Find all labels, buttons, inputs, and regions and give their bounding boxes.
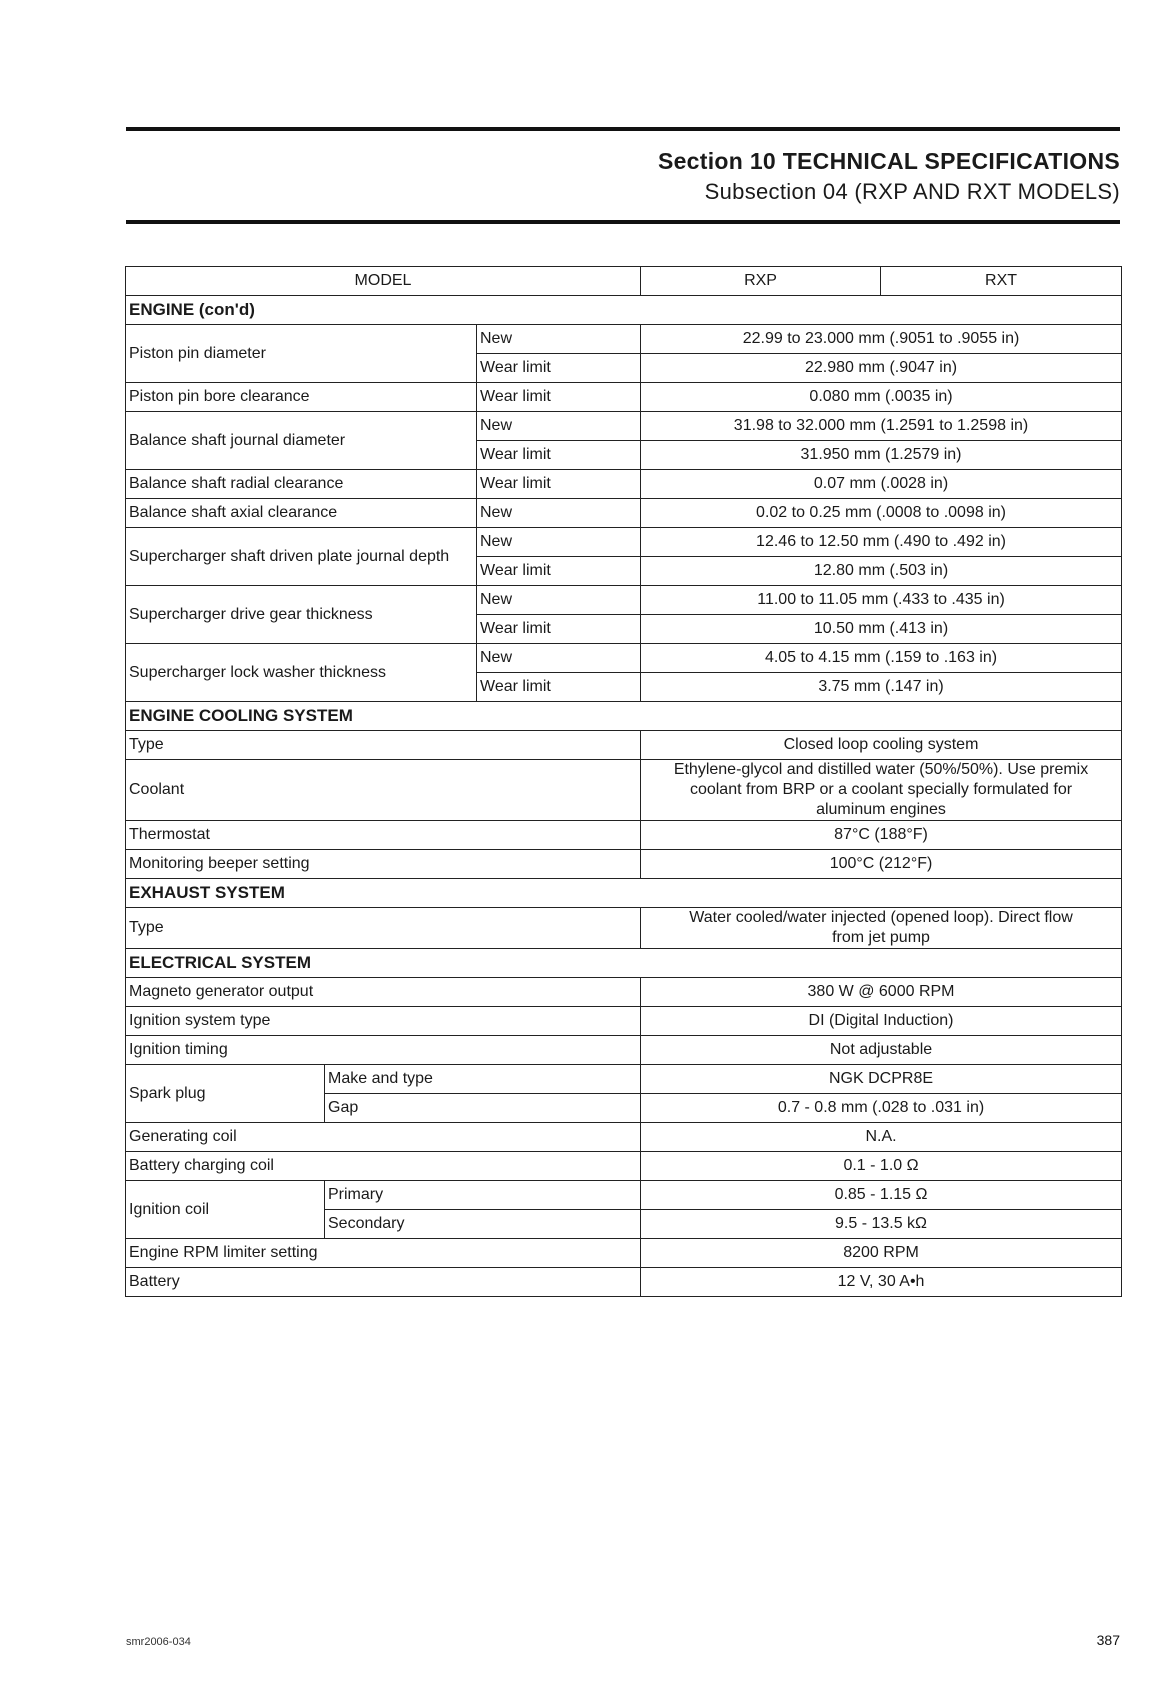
table-row <box>126 644 1122 673</box>
table-row <box>126 850 1122 879</box>
row-value: 100°C (212°F) <box>641 850 1122 879</box>
section-cooling: ENGINE COOLING SYSTEM <box>126 702 1122 731</box>
row-value: Water cooled/water injected (opened loop). Direct flow from jet pump <box>641 908 1122 949</box>
table-header-row <box>126 267 1122 296</box>
table-row <box>126 325 1122 354</box>
page-header <box>658 148 1120 205</box>
section-row-engine <box>126 296 1122 325</box>
row-value: 12 V, 30 A•h <box>641 1268 1122 1297</box>
row-sublabel: New <box>477 499 641 528</box>
row-label: Ignition timing <box>126 1036 641 1065</box>
table-row <box>126 499 1122 528</box>
table-row <box>126 1268 1122 1297</box>
row-value: 31.950 mm (1.2579 in) <box>641 441 1122 470</box>
subsection-title: Subsection 04 (RXP AND RXT MODELS) <box>704 179 1120 204</box>
model-header: MODEL <box>126 267 641 296</box>
row-label: Coolant <box>126 760 641 821</box>
row-value: 0.1 - 1.0 Ω <box>641 1152 1122 1181</box>
row-sublabel: Wear limit <box>477 557 641 586</box>
row-value: 9.5 - 13.5 kΩ <box>641 1210 1122 1239</box>
table-row <box>126 731 1122 760</box>
table-row <box>126 1123 1122 1152</box>
row-value: 11.00 to 11.05 mm (.433 to .435 in) <box>641 586 1122 615</box>
row-label: Thermostat <box>126 821 641 850</box>
row-sublabel: Wear limit <box>477 354 641 383</box>
row-value: Not adjustable <box>641 1036 1122 1065</box>
row-sublabel: New <box>477 528 641 557</box>
table-row <box>126 1152 1122 1181</box>
row-label: Piston pin bore clearance <box>126 383 477 412</box>
section-engine: ENGINE (con'd) <box>126 296 1122 325</box>
row-value: 4.05 to 4.15 mm (.159 to .163 in) <box>641 644 1122 673</box>
row-value: 0.07 mm (.0028 in) <box>641 470 1122 499</box>
table-row <box>126 760 1122 821</box>
row-label: Supercharger drive gear thickness <box>126 586 477 644</box>
row-label: Piston pin diameter <box>126 325 477 383</box>
row-sublabel: New <box>477 644 641 673</box>
row-label: Supercharger shaft driven plate journal depth <box>126 528 477 586</box>
table-row <box>126 978 1122 1007</box>
row-value: 0.02 to 0.25 mm (.0008 to .0098 in) <box>641 499 1122 528</box>
table-row <box>126 1065 1122 1094</box>
table-row <box>126 528 1122 557</box>
row-value: 8200 RPM <box>641 1239 1122 1268</box>
row-label: Spark plug <box>126 1065 325 1123</box>
table-row <box>126 1181 1122 1210</box>
section-row-cooling <box>126 702 1122 731</box>
row-value: 0.080 mm (.0035 in) <box>641 383 1122 412</box>
row-sublabel: New <box>477 325 641 354</box>
table-row <box>126 908 1122 949</box>
table-row <box>126 470 1122 499</box>
row-value: 22.99 to 23.000 mm (.9051 to .9055 in) <box>641 325 1122 354</box>
spec-table <box>125 266 1122 1297</box>
row-value: NGK DCPR8E <box>641 1065 1122 1094</box>
row-label: Type <box>126 908 641 949</box>
document-code: smr2006-034 <box>126 1636 191 1648</box>
section-exhaust: EXHAUST SYSTEM <box>126 879 1122 908</box>
row-value: 12.46 to 12.50 mm (.490 to .492 in) <box>641 528 1122 557</box>
header-rule-top <box>126 127 1120 131</box>
row-value: N.A. <box>641 1123 1122 1152</box>
row-value: 31.98 to 32.000 mm (1.2591 to 1.2598 in) <box>641 412 1122 441</box>
header-rule-bottom <box>126 220 1120 224</box>
row-label: Balance shaft journal diameter <box>126 412 477 470</box>
row-value: 0.7 - 0.8 mm (.028 to .031 in) <box>641 1094 1122 1123</box>
section-row-electrical <box>126 949 1122 978</box>
row-value: 0.85 - 1.15 Ω <box>641 1181 1122 1210</box>
row-label: Magneto generator output <box>126 978 641 1007</box>
row-sublabel: Primary <box>325 1181 641 1210</box>
section-title: Section 10 TECHNICAL SPECIFICATIONS <box>657 148 1120 174</box>
row-sublabel: Wear limit <box>477 673 641 702</box>
row-value: 380 W @ 6000 RPM <box>641 978 1122 1007</box>
row-label: Battery <box>126 1268 641 1297</box>
row-label: Supercharger lock washer thickness <box>126 644 477 702</box>
row-label: Type <box>126 731 641 760</box>
section-row-exhaust <box>126 879 1122 908</box>
row-sublabel: Wear limit <box>477 383 641 412</box>
table-row <box>126 586 1122 615</box>
section-electrical: ELECTRICAL SYSTEM <box>126 949 1122 978</box>
row-value: Ethylene-glycol and distilled water (50%/50%). Use premix coolant from BRP or a coolant specially formulated for aluminum engines <box>641 760 1122 821</box>
row-sublabel: Secondary <box>325 1210 641 1239</box>
table-row <box>126 412 1122 441</box>
row-value: DI (Digital Induction) <box>641 1007 1122 1036</box>
row-sublabel: Wear limit <box>477 470 641 499</box>
row-value: 87°C (188°F) <box>641 821 1122 850</box>
row-sublabel: New <box>477 586 641 615</box>
page-number: 387 <box>1096 1632 1120 1648</box>
row-sublabel: Gap <box>325 1094 641 1123</box>
table-row <box>126 821 1122 850</box>
row-value: 22.980 mm (.9047 in) <box>641 354 1122 383</box>
row-sublabel: Make and type <box>325 1065 641 1094</box>
row-label: Balance shaft radial clearance <box>126 470 477 499</box>
row-label: Battery charging coil <box>126 1152 641 1181</box>
table-row <box>126 1036 1122 1065</box>
row-value: 10.50 mm (.413 in) <box>641 615 1122 644</box>
row-value: Closed loop cooling system <box>641 731 1122 760</box>
row-value: 3.75 mm (.147 in) <box>641 673 1122 702</box>
row-label: Ignition coil <box>126 1181 325 1239</box>
row-label: Ignition system type <box>126 1007 641 1036</box>
table-row <box>126 1239 1122 1268</box>
row-label: Balance shaft axial clearance <box>126 499 477 528</box>
row-label: Engine RPM limiter setting <box>126 1239 641 1268</box>
rxt-header: RXT <box>881 267 1122 296</box>
rxp-header: RXP <box>641 267 881 296</box>
table-row <box>126 1007 1122 1036</box>
row-sublabel: New <box>477 412 641 441</box>
row-value: 12.80 mm (.503 in) <box>641 557 1122 586</box>
row-label: Generating coil <box>126 1123 641 1152</box>
table-row <box>126 383 1122 412</box>
row-sublabel: Wear limit <box>477 441 641 470</box>
row-sublabel: Wear limit <box>477 615 641 644</box>
row-label: Monitoring beeper setting <box>126 850 641 879</box>
